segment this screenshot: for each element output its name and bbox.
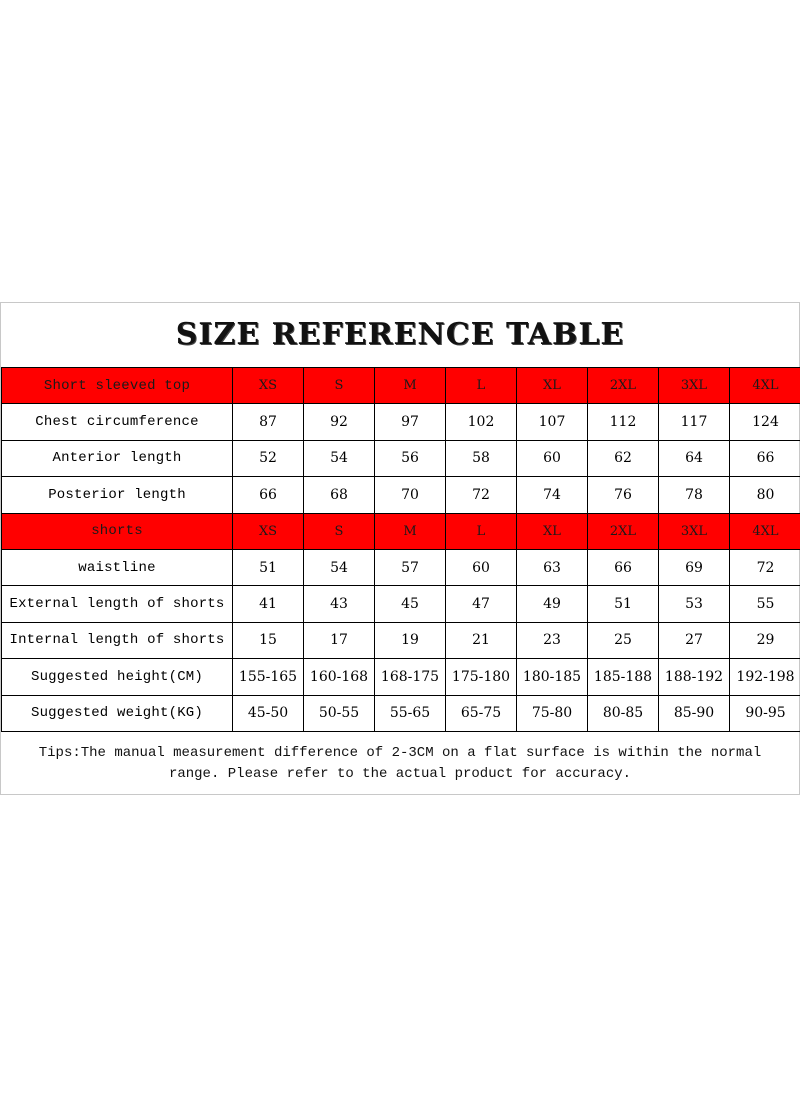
measurement-value: 43 — [304, 586, 375, 622]
measurement-value: 97 — [375, 404, 446, 440]
measurement-value: 72 — [446, 477, 517, 513]
measurement-value: 45 — [375, 586, 446, 622]
measurement-value: 168-175 — [375, 659, 446, 695]
size-header-cell: XL — [517, 368, 588, 404]
measurement-label: Suggested weight(KG) — [2, 695, 233, 731]
size-header-cell: S — [304, 513, 375, 549]
measurement-value: 78 — [659, 477, 730, 513]
measurement-value: 112 — [588, 404, 659, 440]
measurement-value: 66 — [730, 440, 800, 476]
measurement-value: 19 — [375, 622, 446, 658]
table-row — [2, 622, 800, 658]
measurement-value: 155-165 — [233, 659, 304, 695]
measurement-label: Chest circumference — [2, 404, 233, 440]
measurement-label: Posterior length — [2, 477, 233, 513]
size-header-cell: M — [375, 368, 446, 404]
size-header-cell: 4XL — [730, 368, 800, 404]
measurement-value: 57 — [375, 549, 446, 585]
measurement-value: 72 — [730, 549, 800, 585]
measurement-value: 65-75 — [446, 695, 517, 731]
size-header-cell: M — [375, 513, 446, 549]
size-header-cell: XL — [517, 513, 588, 549]
size-header-cell: L — [446, 513, 517, 549]
measurement-value: 64 — [659, 440, 730, 476]
table-row — [2, 404, 800, 440]
measurement-value: 51 — [588, 586, 659, 622]
measurement-value: 29 — [730, 622, 800, 658]
measurement-value: 185-188 — [588, 659, 659, 695]
measurement-value: 75-80 — [517, 695, 588, 731]
measurement-value: 76 — [588, 477, 659, 513]
measurement-value: 63 — [517, 549, 588, 585]
measurement-value: 54 — [304, 440, 375, 476]
measurement-value: 180-185 — [517, 659, 588, 695]
measurement-value: 47 — [446, 586, 517, 622]
measurement-value: 51 — [233, 549, 304, 585]
measurement-value: 54 — [304, 549, 375, 585]
size-reference-table — [1, 367, 800, 732]
measurement-value: 25 — [588, 622, 659, 658]
measurement-value: 117 — [659, 404, 730, 440]
measurement-value: 160-168 — [304, 659, 375, 695]
measurement-value: 70 — [375, 477, 446, 513]
measurement-value: 66 — [588, 549, 659, 585]
measurement-value: 66 — [233, 477, 304, 513]
measurement-value: 58 — [446, 440, 517, 476]
size-header-cell: XS — [233, 513, 304, 549]
size-header-cell: L — [446, 368, 517, 404]
measurement-value: 60 — [517, 440, 588, 476]
size-header-cell: 2XL — [588, 368, 659, 404]
page-title: SIZE REFERENCE TABLE — [175, 317, 625, 352]
measurement-value: 102 — [446, 404, 517, 440]
table-row — [2, 440, 800, 476]
measurement-value: 23 — [517, 622, 588, 658]
table-row — [2, 477, 800, 513]
measurement-value: 87 — [233, 404, 304, 440]
measurement-value: 60 — [446, 549, 517, 585]
table-row — [2, 659, 800, 695]
measurement-label: Suggested height(CM) — [2, 659, 233, 695]
measurement-value: 175-180 — [446, 659, 517, 695]
measurement-value: 62 — [588, 440, 659, 476]
measurement-label: Internal length of shorts — [2, 622, 233, 658]
measurement-value: 192-198 — [730, 659, 800, 695]
measurement-value: 45-50 — [233, 695, 304, 731]
measurement-value: 107 — [517, 404, 588, 440]
measurement-value: 188-192 — [659, 659, 730, 695]
section-label: shorts — [2, 513, 233, 549]
measurement-value: 85-90 — [659, 695, 730, 731]
measurement-value: 41 — [233, 586, 304, 622]
measurement-value: 124 — [730, 404, 800, 440]
measurement-value: 17 — [304, 622, 375, 658]
tips-note: Tips:The manual measurement difference of 2-3CM on a flat surface is within the normal range. Please refer to the actual product for accuracy. — [38, 745, 762, 782]
measurement-value: 74 — [517, 477, 588, 513]
size-header-cell: 4XL — [730, 513, 800, 549]
table-row — [2, 695, 800, 731]
measurement-value: 55 — [730, 586, 800, 622]
size-chart-sheet — [0, 302, 800, 795]
measurement-value: 56 — [375, 440, 446, 476]
size-header-cell: S — [304, 368, 375, 404]
table-body — [2, 368, 800, 732]
section-label: Short sleeved top — [2, 368, 233, 404]
measurement-value: 92 — [304, 404, 375, 440]
measurement-value: 21 — [446, 622, 517, 658]
size-header-cell: XS — [233, 368, 304, 404]
measurement-label: Anterior length — [2, 440, 233, 476]
measurement-value: 27 — [659, 622, 730, 658]
table-row — [2, 549, 800, 585]
measurement-value: 15 — [233, 622, 304, 658]
measurement-label: waistline — [2, 549, 233, 585]
measurement-value: 80 — [730, 477, 800, 513]
measurement-value: 53 — [659, 586, 730, 622]
measurement-value: 80-85 — [588, 695, 659, 731]
size-header-cell: 2XL — [588, 513, 659, 549]
measurement-value: 49 — [517, 586, 588, 622]
measurement-value: 52 — [233, 440, 304, 476]
measurement-value: 50-55 — [304, 695, 375, 731]
table-row — [2, 586, 800, 622]
measurement-label: External length of shorts — [2, 586, 233, 622]
top-header-row — [2, 368, 800, 404]
size-header-cell: 3XL — [659, 513, 730, 549]
measurement-value: 69 — [659, 549, 730, 585]
measurement-value: 55-65 — [375, 695, 446, 731]
measurement-value: 68 — [304, 477, 375, 513]
shorts-header-row — [2, 513, 800, 549]
measurement-value: 90-95 — [730, 695, 800, 731]
size-header-cell: 3XL — [659, 368, 730, 404]
